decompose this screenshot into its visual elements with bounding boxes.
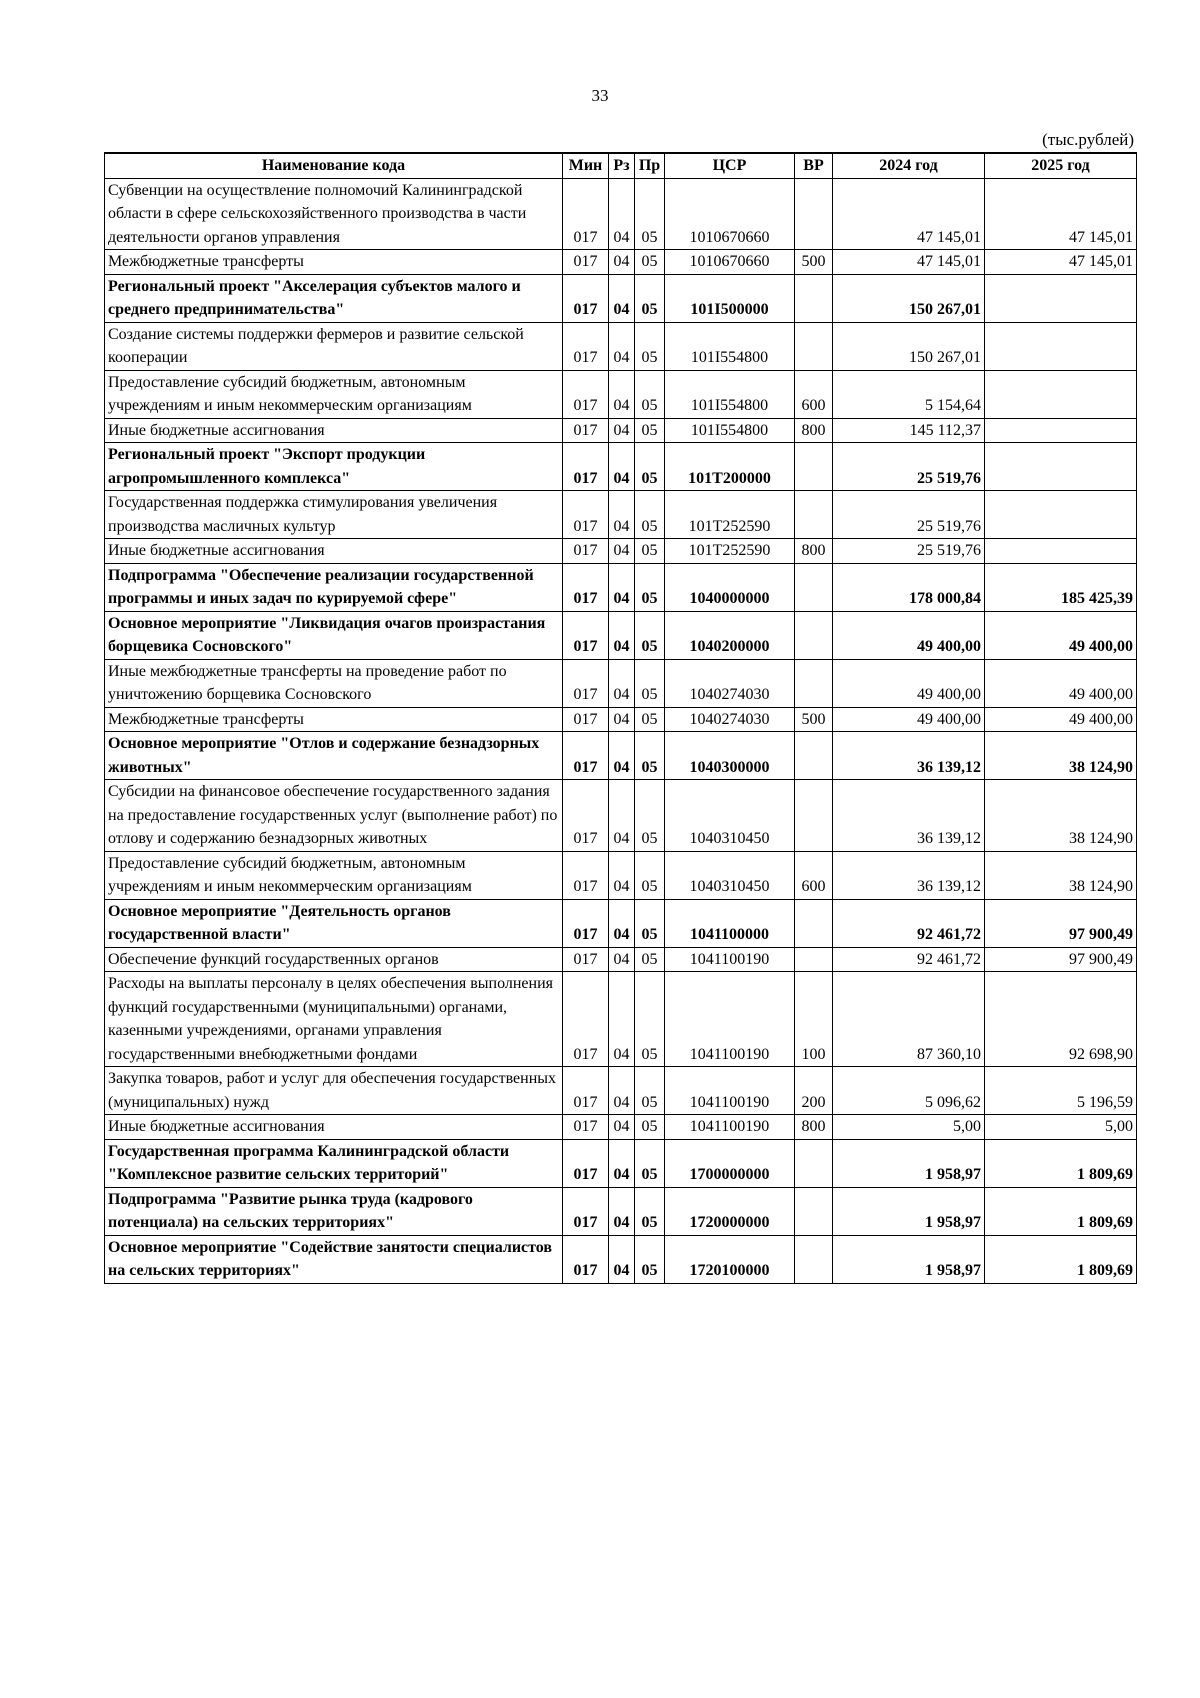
table-row [105,899,1137,947]
row-min: 017 [563,707,609,732]
row-vr [795,659,833,707]
row-name: Региональный проект "Экспорт продукции агропромышленного комплекса" [105,443,563,491]
row-csr: 1720100000 [665,1235,795,1283]
row-rz: 04 [609,851,635,899]
row-min: 017 [563,972,609,1067]
table-row [105,972,1137,1067]
row-amount-2024: 1 958,97 [833,1235,985,1283]
row-vr: 800 [795,1115,833,1140]
table-row [105,707,1137,732]
row-min: 017 [563,274,609,322]
row-amount-2025: 38 124,90 [985,851,1137,899]
row-name: Межбюджетные трансферты [105,707,563,732]
table-row [105,732,1137,780]
row-amount-2024: 150 267,01 [833,274,985,322]
row-amount-2025 [985,539,1137,564]
row-pr: 05 [635,899,665,947]
row-amount-2024: 5 154,64 [833,370,985,418]
table-row [105,563,1137,611]
row-amount-2024: 92 461,72 [833,899,985,947]
row-csr: 101I554800 [665,370,795,418]
row-vr: 800 [795,539,833,564]
row-vr: 600 [795,851,833,899]
row-rz: 04 [609,539,635,564]
row-vr: 600 [795,370,833,418]
page-number: 33 [591,86,609,105]
row-min: 017 [563,418,609,443]
row-amount-2025: 1 809,69 [985,1187,1137,1235]
row-amount-2025: 49 400,00 [985,707,1137,732]
row-rz: 04 [609,274,635,322]
row-amount-2024: 178 000,84 [833,563,985,611]
table-row [105,1187,1137,1235]
row-rz: 04 [609,899,635,947]
row-rz: 04 [609,1067,635,1115]
table-row [105,443,1137,491]
row-amount-2024: 49 400,00 [833,659,985,707]
row-rz: 04 [609,563,635,611]
row-min: 017 [563,178,609,250]
row-min: 017 [563,851,609,899]
row-name: Региональный проект "Акселерация субъектов малого и среднего предпринимательства" [105,274,563,322]
table-row [105,1235,1137,1283]
row-amount-2024: 145 112,37 [833,418,985,443]
table-row [105,1139,1137,1187]
row-pr: 05 [635,780,665,852]
row-amount-2024: 1 958,97 [833,1187,985,1235]
row-amount-2024: 87 360,10 [833,972,985,1067]
col-header-name: Наименование кода [105,153,563,178]
row-csr: 1041100000 [665,899,795,947]
col-header-csr: ЦСР [665,153,795,178]
row-rz: 04 [609,418,635,443]
row-pr: 05 [635,491,665,539]
row-csr: 1041100190 [665,972,795,1067]
table-row [105,491,1137,539]
row-rz: 04 [609,1187,635,1235]
row-pr: 05 [635,851,665,899]
row-vr [795,563,833,611]
row-vr [795,274,833,322]
row-csr: 1041100190 [665,947,795,972]
table-row [105,851,1137,899]
row-vr [795,178,833,250]
row-amount-2024: 47 145,01 [833,178,985,250]
row-pr: 05 [635,1187,665,1235]
row-csr: 101T200000 [665,443,795,491]
row-pr: 05 [635,539,665,564]
table-row [105,250,1137,275]
row-amount-2025: 47 145,01 [985,178,1137,250]
row-name: Основное мероприятие "Деятельность органов государственной власти" [105,899,563,947]
row-name: Основное мероприятие "Отлов и содержание безнадзорных животных" [105,732,563,780]
row-amount-2025: 5 196,59 [985,1067,1137,1115]
row-vr [795,322,833,370]
row-csr: 1041100190 [665,1115,795,1140]
row-vr [795,1235,833,1283]
row-amount-2024: 1 958,97 [833,1139,985,1187]
table-row [105,1067,1137,1115]
row-vr [795,1187,833,1235]
row-min: 017 [563,1187,609,1235]
table-row [105,370,1137,418]
table-row [105,178,1137,250]
row-vr: 500 [795,250,833,275]
table-header-row [105,153,1137,178]
row-amount-2025 [985,322,1137,370]
row-amount-2024: 5 096,62 [833,1067,985,1115]
row-min: 017 [563,370,609,418]
row-amount-2024: 36 139,12 [833,780,985,852]
row-min: 017 [563,1235,609,1283]
row-pr: 05 [635,563,665,611]
row-name: Обеспечение функций государственных органов [105,947,563,972]
col-header-rz: Рз [609,153,635,178]
row-amount-2025 [985,418,1137,443]
col-header-vr: ВР [795,153,833,178]
row-rz: 04 [609,947,635,972]
row-vr [795,732,833,780]
row-rz: 04 [609,370,635,418]
table-row [105,539,1137,564]
row-vr [795,443,833,491]
table-body [105,178,1137,1283]
row-pr: 05 [635,1139,665,1187]
row-amount-2024: 36 139,12 [833,851,985,899]
col-header-min: Мин [563,153,609,178]
row-rz: 04 [609,443,635,491]
row-name: Расходы на выплаты персоналу в целях обеспечения выполнения функций государственными (муниципальными) органами, казенными учреждениями, органами управления государственными внебюджетными фондами [105,972,563,1067]
row-name: Субвенции на осуществление полномочий Калининградской области в сфере сельскохозяйственного производства в части деятельности органов управления [105,178,563,250]
table-row [105,611,1137,659]
row-name: Подпрограмма "Обеспечение реализации государственной программы и иных задач по курируемой сфере" [105,563,563,611]
row-name: Межбюджетные трансферты [105,250,563,275]
row-amount-2025: 1 809,69 [985,1235,1137,1283]
table-row [105,1115,1137,1140]
row-csr: 1010670660 [665,178,795,250]
row-amount-2025: 185 425,39 [985,563,1137,611]
budget-table [104,152,1137,1284]
row-pr: 05 [635,611,665,659]
row-amount-2025 [985,491,1137,539]
row-vr [795,491,833,539]
table-row [105,780,1137,852]
row-vr [795,1139,833,1187]
row-csr: 1040274030 [665,659,795,707]
row-name: Подпрограмма "Развитие рынка труда (кадрового потенциала) на сельских территориях" [105,1187,563,1235]
row-rz: 04 [609,322,635,370]
table-row [105,947,1137,972]
row-amount-2024: 150 267,01 [833,322,985,370]
row-csr: 1040310450 [665,780,795,852]
row-rz: 04 [609,611,635,659]
row-amount-2024: 47 145,01 [833,250,985,275]
row-csr: 101T252590 [665,539,795,564]
row-min: 017 [563,659,609,707]
row-amount-2024: 36 139,12 [833,732,985,780]
row-vr: 500 [795,707,833,732]
row-name: Создание системы поддержки фермеров и развитие сельской кооперации [105,322,563,370]
row-min: 017 [563,780,609,852]
row-name: Иные межбюджетные трансферты на проведение работ по уничтожению борщевика Сосновского [105,659,563,707]
col-header-2024: 2024 год [833,153,985,178]
row-vr: 200 [795,1067,833,1115]
row-pr: 05 [635,659,665,707]
row-amount-2025: 92 698,90 [985,972,1137,1067]
row-pr: 05 [635,732,665,780]
table-row [105,418,1137,443]
row-amount-2024: 5,00 [833,1115,985,1140]
row-pr: 05 [635,322,665,370]
row-name: Предоставление субсидий бюджетным, автономным учреждениям и иным некоммерческим организациям [105,851,563,899]
row-pr: 05 [635,1067,665,1115]
row-pr: 05 [635,418,665,443]
row-csr: 1040310450 [665,851,795,899]
row-pr: 05 [635,443,665,491]
table-row [105,659,1137,707]
row-vr [795,780,833,852]
table-row [105,274,1137,322]
row-name: Субсидии на финансовое обеспечение государственного задания на предоставление государственных услуг (выполнение работ) по отлову и содержанию безнадзорных животных [105,780,563,852]
row-csr: 101I554800 [665,322,795,370]
row-pr: 05 [635,274,665,322]
row-amount-2024: 92 461,72 [833,947,985,972]
row-csr: 101I500000 [665,274,795,322]
col-header-2025: 2025 год [985,153,1137,178]
col-header-pr: Пр [635,153,665,178]
row-pr: 05 [635,178,665,250]
row-amount-2025: 47 145,01 [985,250,1137,275]
row-name: Иные бюджетные ассигнования [105,1115,563,1140]
row-pr: 05 [635,707,665,732]
row-pr: 05 [635,947,665,972]
row-amount-2024: 25 519,76 [833,539,985,564]
row-min: 017 [563,1139,609,1187]
row-amount-2025: 1 809,69 [985,1139,1137,1187]
row-csr: 1041100190 [665,1067,795,1115]
table-row [105,322,1137,370]
row-csr: 1010670660 [665,250,795,275]
row-name: Предоставление субсидий бюджетным, автономным учреждениям и иным некоммерческим организациям [105,370,563,418]
row-vr: 100 [795,972,833,1067]
row-min: 017 [563,611,609,659]
row-min: 017 [563,539,609,564]
row-amount-2025: 97 900,49 [985,899,1137,947]
row-pr: 05 [635,1115,665,1140]
row-rz: 04 [609,178,635,250]
row-rz: 04 [609,1235,635,1283]
row-name: Иные бюджетные ассигнования [105,418,563,443]
row-min: 017 [563,491,609,539]
row-amount-2025: 49 400,00 [985,611,1137,659]
row-min: 017 [563,1115,609,1140]
units-note: (тыс.рублей) [1042,130,1134,149]
row-rz: 04 [609,1139,635,1187]
row-amount-2025: 38 124,90 [985,780,1137,852]
row-name: Государственная поддержка стимулирования увеличения производства масличных культур [105,491,563,539]
row-csr: 1040274030 [665,707,795,732]
row-amount-2025: 97 900,49 [985,947,1137,972]
row-amount-2025 [985,370,1137,418]
row-rz: 04 [609,732,635,780]
row-vr [795,899,833,947]
row-csr: 1040200000 [665,611,795,659]
row-csr: 101I554800 [665,418,795,443]
row-pr: 05 [635,370,665,418]
row-amount-2024: 49 400,00 [833,707,985,732]
row-vr: 800 [795,418,833,443]
row-amount-2024: 49 400,00 [833,611,985,659]
row-csr: 1040000000 [665,563,795,611]
row-rz: 04 [609,1115,635,1140]
row-rz: 04 [609,780,635,852]
row-pr: 05 [635,250,665,275]
row-csr: 1720000000 [665,1187,795,1235]
row-amount-2025: 5,00 [985,1115,1137,1140]
row-name: Закупка товаров, работ и услуг для обеспечения государственных (муниципальных) нужд [105,1067,563,1115]
row-name: Иные бюджетные ассигнования [105,539,563,564]
row-rz: 04 [609,250,635,275]
row-amount-2025 [985,274,1137,322]
row-min: 017 [563,443,609,491]
row-min: 017 [563,1067,609,1115]
row-csr: 1700000000 [665,1139,795,1187]
row-min: 017 [563,947,609,972]
row-pr: 05 [635,1235,665,1283]
row-min: 017 [563,899,609,947]
row-csr: 101T252590 [665,491,795,539]
row-name: Государственная программа Калининградской области "Комплексное развитие сельских территорий" [105,1139,563,1187]
row-rz: 04 [609,491,635,539]
row-amount-2025 [985,443,1137,491]
row-rz: 04 [609,659,635,707]
row-min: 017 [563,322,609,370]
row-csr: 1040300000 [665,732,795,780]
row-pr: 05 [635,972,665,1067]
row-min: 017 [563,250,609,275]
row-vr [795,947,833,972]
row-name: Основное мероприятие "Содействие занятости специалистов на сельских территориях" [105,1235,563,1283]
row-amount-2025: 49 400,00 [985,659,1137,707]
row-amount-2025: 38 124,90 [985,732,1137,780]
row-amount-2024: 25 519,76 [833,443,985,491]
row-min: 017 [563,732,609,780]
row-name: Основное мероприятие "Ликвидация очагов произрастания борщевика Сосновского" [105,611,563,659]
row-min: 017 [563,563,609,611]
row-vr [795,611,833,659]
row-rz: 04 [609,972,635,1067]
row-amount-2024: 25 519,76 [833,491,985,539]
row-rz: 04 [609,707,635,732]
